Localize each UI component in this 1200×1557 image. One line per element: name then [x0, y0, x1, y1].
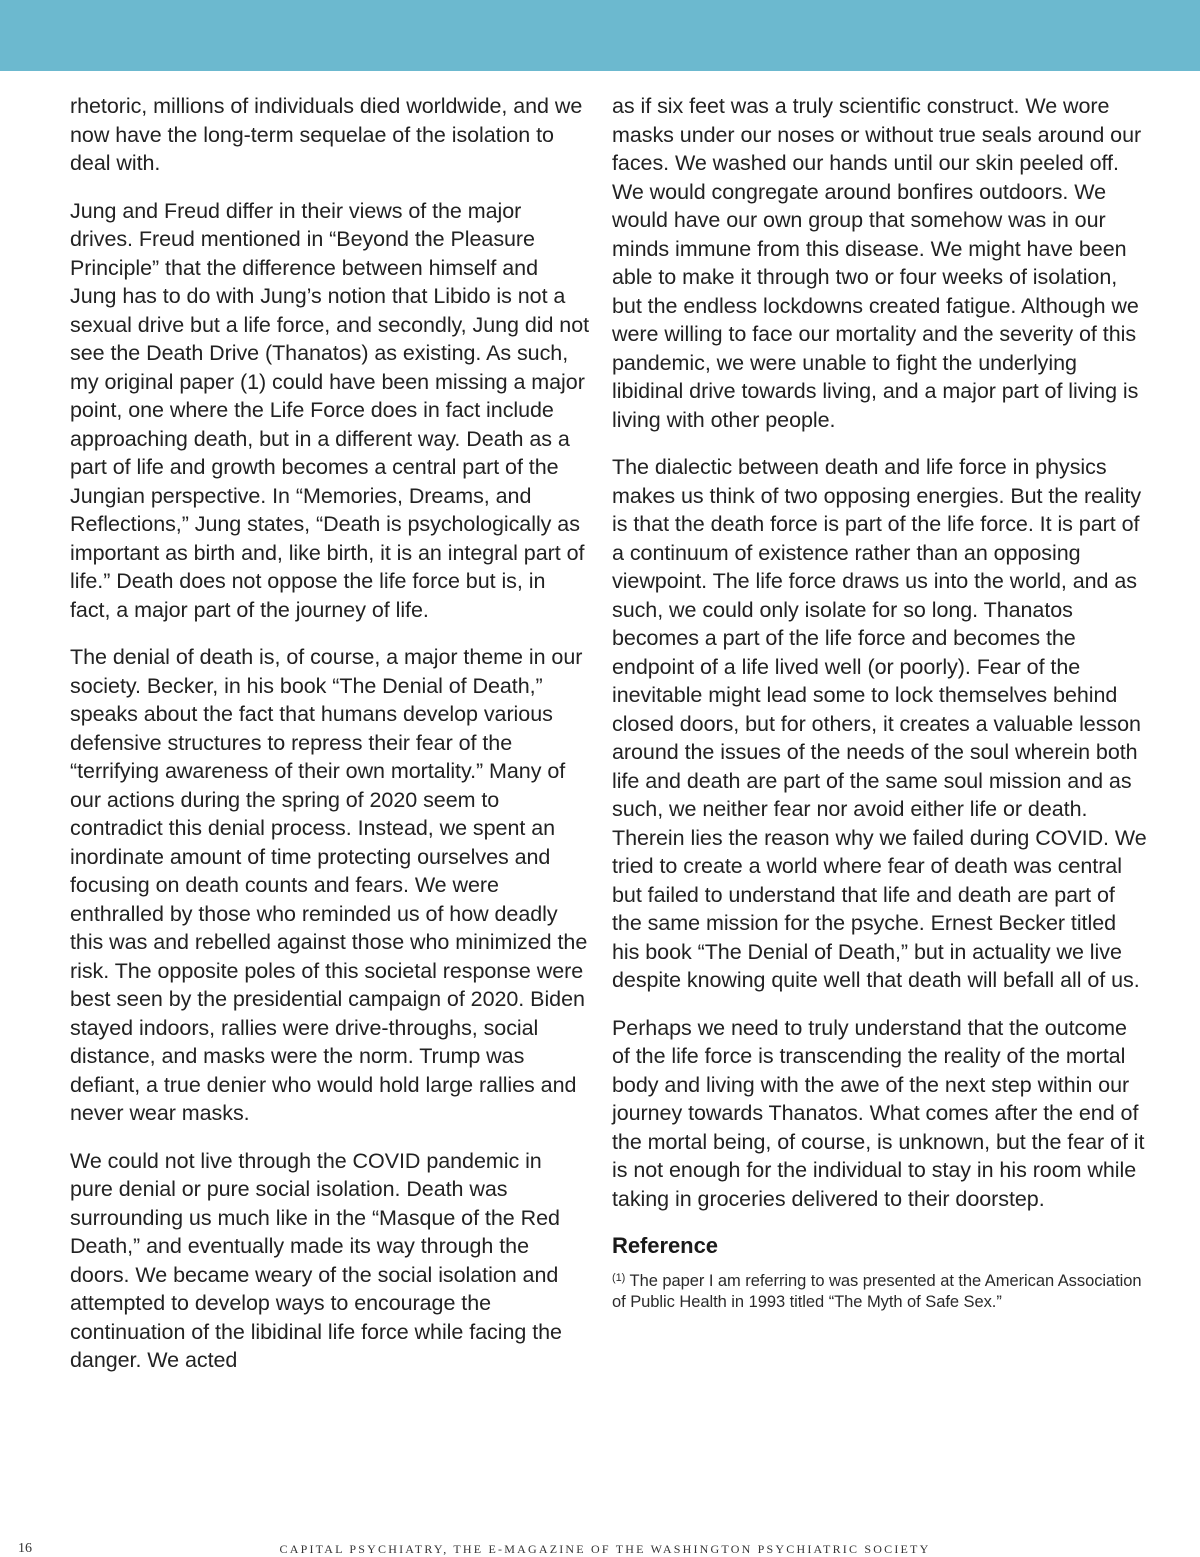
body-paragraph: as if six feet was a truly scientific construct. We wore masks under our noses or without true seals around our faces. We washed our hands until our skin peeled off. We would congregate around bonfires outdoors. We would have our own group that somehow was in our minds immune from this disease. We might have been able to make it through two or four weeks of isolation, but the endless lockdowns created fatigue. Although we were willing to face our mortality and the severity of this pandemic, we were unable to fight the underlying libidinal drive towards living, and a major part of living is living with other people.: [612, 94, 1142, 432]
body-paragraph: The dialectic between death and life force in physics makes us think of two opposing energies. But the reality is that the death force is part of the life force. It is part of a continuum of existence rather than an opposing viewpoint. The life force draws us into the world, and as such, we could only isolate for so long. Thanatos becomes a part of the life force and becomes the endpoint of a life lived well (or poorly). Fear of the inevitable might lead some to lock themselves behind closed doors, but for others, it creates a valuable lesson around the issues of the needs of the soul wherein both life and death are part of the same soul mission and as such, we neither fear nor avoid either life or death. Therein lies the reason why we failed during COVID. We tried to create a world where fear of death was central but failed to understand that life and death are part of the same mission for the psyche. Ernest Becker titled his book “The Denial of Death,” but in actuality we live despite knowing quite well that death will befall all of us.: [612, 455, 1147, 992]
header-band: [0, 0, 1200, 71]
reference-heading: Reference: [612, 1233, 718, 1258]
left-column: [70, 92, 590, 1394]
page-number: 16: [18, 1541, 32, 1556]
body-paragraph: The denial of death is, of course, a major theme in our society. Becker, in his book “The Denial of Death,” speaks about the fact that humans develop various defensive structures to repress their fear of the “terrifying awareness of their own mortality.” Many of our actions during the spring of 2020 seem to contradict this denial process. Instead, we spent an inordinate amount of time protecting ourselves and focusing on death counts and fears. We were enthralled by those who reminded us of how deadly this was and rebelled against those who minimized the risk. The opposite poles of this societal response were best seen by the presidential campaign of 2020. Biden stayed indoors, rallies were drive-throughs, social distance, and masks were the norm. Trump was defiant, a true denier who would hold large rallies and never wear masks.: [70, 645, 588, 1125]
reference-marker: (1): [612, 1272, 626, 1284]
body-paragraph: Jung and Freud differ in their views of the major drives. Freud mentioned in “Beyond the Pleasure Principle” that the difference between himself and Jung has to do with Jung’s notion that Libido is not a sexual drive but a life force, and secondly, Jung did not see the Death Drive (Thanatos) as existing. As such, my original paper (1) could have been missing a major point, one where the Life Force does in fact include approaching death, but in a different way. Death as a part of life and growth becomes a central part of the Jungian perspective. In “Memories, Dreams, and Reflections,” Jung states, “Death is psychologically as important as birth and, like birth, it is an integral part of life.” Death does not oppose the life force but is, in fact, a major part of the journey of life.: [70, 198, 590, 622]
body-paragraph: rhetoric, millions of individuals died worldwide, and we now have the long-term sequelae of the isolation to deal with.: [70, 94, 583, 175]
magazine-title: CAPITAL PSYCHIATRY, THE E-MAGAZINE OF THE WASHINGTON PSYCHIATRIC SOCIETY: [279, 1542, 931, 1556]
reference-text: The paper I am referring to was presented at the American Association of Public Health in 1993 titled “The Myth of Safe Sex.”: [612, 1272, 1142, 1311]
body-paragraph: Perhaps we need to truly understand that the outcome of the life force is transcending the reality of the mortal body and living with the awe of the next step within our journey towards Thanatos. What comes after the end of the mortal being, of course, is unknown, but the fear of it is not enough for the individual to stay in his room while taking in groceries delivered to their doorstep.: [612, 1015, 1145, 1211]
right-column: [612, 92, 1147, 1332]
reference-note: [612, 1268, 1147, 1313]
body-paragraph: We could not live through the COVID pandemic in pure denial or pure social isolation. Death was surrounding us much like in the “Masque of the Red Death,” and eventually made its way through the doors. We became weary of the social isolation and attempted to develop ways to encourage the continuation of the libidinal life force while facing the danger. We acted: [70, 1148, 562, 1372]
